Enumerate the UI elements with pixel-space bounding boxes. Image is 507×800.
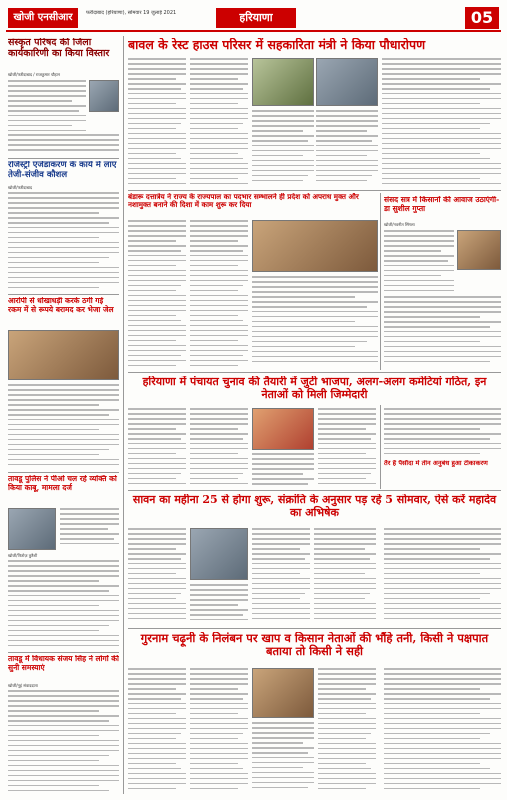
article-2-headline: रजिस्ट्री एजेंडाकरण के कार्य में लाएं तेजी-संजीव कौशल [8, 161, 117, 180]
article-11-body-3 [252, 528, 310, 626]
divider [8, 652, 119, 653]
lead-body-col-1 [128, 58, 186, 188]
article-6-photo [252, 220, 378, 272]
article-5-body [8, 690, 119, 794]
lead-photo-1 [252, 58, 314, 106]
article-10-body-top [384, 408, 501, 458]
article-9-body-4 [318, 408, 376, 488]
article-11-body-5 [384, 528, 501, 626]
article-9-headline: हरियाणा में पंचायत चुनाव की तैयारी में जुटी भाजपा, अलग-अलग कमेटियां गठित, इन नेताओं को मिली जिम्मेदारी [142, 376, 487, 401]
article-11-photo [190, 528, 248, 580]
article-7-body-cont [384, 296, 501, 370]
article-4-byline: खोजी/फिरोज़ कुरैशी [8, 553, 38, 558]
article-12-headline: गुरनाम चढ़ूनी के निलंबन पर खाप व किसान नेताओं की भौंहे तनी, किसी ने पक्षपात बताया तो किसी ने सही [140, 632, 489, 659]
article-6-body-2 [190, 220, 248, 370]
article-7-headline: संसद सत्र में किसानों की आवाज उठाएंगी-डा सुशील गुप्ता [384, 196, 500, 213]
article-1-body-cont [8, 134, 119, 156]
article-2-byline: खोजी/फरीदाबाद [8, 185, 33, 190]
article-5-byline: खोजी/नूहं संवाददाता [8, 683, 38, 688]
article-10-headline: तैर है पैसौंदा में तीन अनुबंध हुआ टीकाकरण [384, 460, 488, 467]
masthead [6, 6, 501, 32]
article-7-body [384, 230, 454, 294]
article-3-body [8, 384, 119, 470]
article-4-photo [8, 508, 56, 550]
column-divider [380, 193, 381, 370]
article-11-body-1 [128, 528, 186, 626]
article-12-body-4 [318, 668, 376, 794]
article-11-body-4 [314, 528, 376, 626]
lead-body-col-4 [316, 110, 378, 188]
column-divider [380, 405, 381, 489]
article-12-body-3 [252, 722, 314, 794]
article-1-byline: खोजी/फरीदाबाद / राजकुमार चौहान [8, 72, 60, 77]
article-1-body [8, 80, 86, 134]
section-title: हरियाणा [216, 8, 296, 28]
article-4-headline: तावडू पुलिस ने पीओ चल रहे व्यक्ति को किया काबू, मामला दर्ज [8, 475, 117, 492]
article-6-body-1 [128, 220, 186, 370]
newspaper-logo: खोजी एनसीआर [8, 8, 78, 28]
article-4-body [60, 508, 119, 550]
article-11-body-2 [190, 584, 248, 626]
lead-body-col-5 [382, 58, 501, 188]
divider [8, 472, 119, 473]
article-4-body-cont [8, 560, 119, 650]
article-2-body [8, 192, 119, 292]
article-9-body-2 [190, 408, 248, 488]
divider [128, 190, 501, 191]
article-9-photo [252, 408, 314, 450]
divider [128, 372, 501, 373]
article-9-body-1 [128, 408, 186, 488]
dateline: फरीदाबाद (हरियाणा), सोमवार 19 जुलाई 2021 [86, 10, 177, 16]
column-divider [123, 36, 124, 794]
article-6-body-3 [252, 276, 378, 370]
page-number: 05 [465, 7, 499, 29]
article-7-photo [457, 230, 501, 270]
article-11-headline: सावन का महीना 25 से होगा शुरू, संक्रांति के अनुसार पड़ रहे 5 सोमवार, ऐसे करें महादेव का अभिषेक [132, 494, 497, 519]
article-1-headline: संस्कृत परिषद की जिला कार्यकारिणी का किया विस्तार [8, 38, 110, 59]
article-6-headline: बंडारू दत्तात्रेय ने राज्य के राज्यपाल का पदभार सम्भालने ही प्रदेश को अपराध मुक्त और नशामुक्त बनाने की दिशा में काम शुरू कर दिया [128, 193, 359, 210]
lead-headline: बावल के रेस्ट हाउस परिसर में सहकारिता मंत्री ने किया पौधारोपण [128, 38, 426, 52]
article-3-photo [8, 330, 119, 380]
divider [128, 490, 501, 491]
article-12-photo [252, 668, 314, 718]
article-3-headline: आरोपी से धोखाधड़ी करके ठगी गई रकम में से रूपये बरामद कर भेजा जेल [8, 297, 114, 314]
lead-body-col-3 [252, 110, 314, 188]
lead-body-col-2 [190, 58, 248, 188]
article-1-photo [89, 80, 119, 112]
article-7-byline: खोजी/नवनीत सिंगला [384, 222, 415, 227]
article-9-body-3 [252, 453, 314, 488]
lead-photo-2 [316, 58, 378, 106]
divider [128, 628, 501, 629]
article-12-body-1 [128, 668, 186, 794]
divider [8, 294, 119, 295]
article-5-headline: तावडू में विधायक संजय सिंह ने लोगों की सुनी समस्याएं [8, 655, 119, 672]
article-12-body-5 [384, 668, 501, 794]
divider [8, 158, 119, 159]
article-12-body-2 [190, 668, 248, 794]
